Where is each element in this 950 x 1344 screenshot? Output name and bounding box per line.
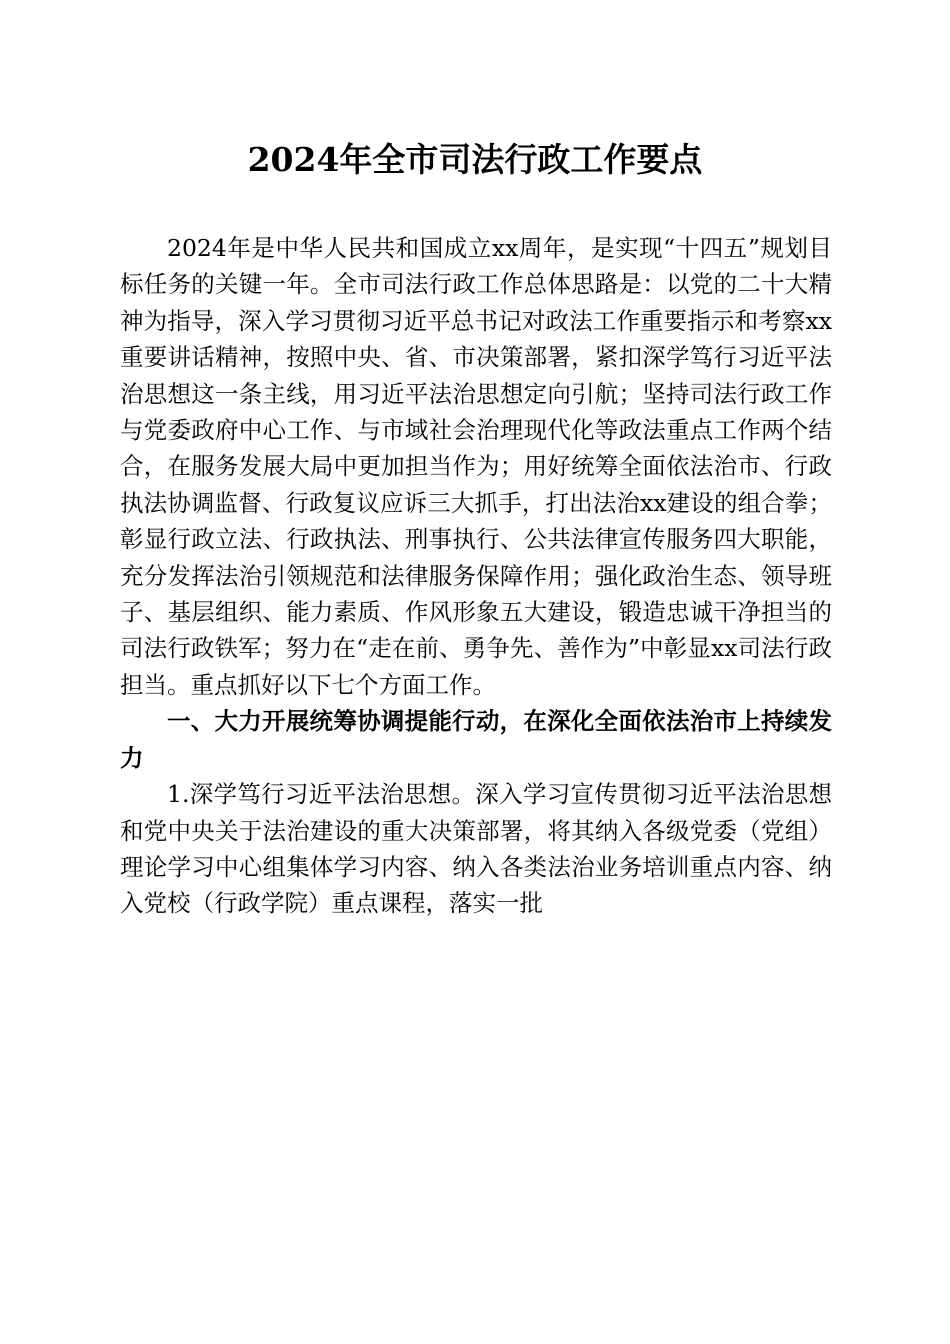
section-1-heading: 一、大力开展统筹协调提能行动，在深化全面依法治市上持续发力: [120, 707, 832, 772]
document-title: 2024年全市司法行政工作要点: [247, 140, 703, 179]
intro-paragraph: 2024年是中华人民共和国成立xx周年，是实现“十四五”规划目标任务的关键一年。全市司法行政工作总体思路是：以党的二十大精神为指导，深入学习贯彻习近平总书记对政法工作重要指示和考察xx重要讲话精神，按照中央、省、市决策部署，紧扣深学笃行习近平法治思想这一条主线，用习近平法治思想定向引航；坚持司法行政工作与党委政府中心工作、与市域社会治理现代化等政法重点工作两个结合，在服务发展大局中更加担当作为；用好统筹全面依法治市、行政执法协调监督、行政复议应诉三大抓手，打出法治xx建设的组合拳；彰显行政立法、行政执法、刑事执行、公共法律宣传服务四大职能，充分发挥法治引领规范和法律服务保障作用；强化政治生态、领导班子、基层组织、能力素质、作风形象五大建设，锻造忠诚干净担当的司法行政铁军；努力在“走在前、勇争先、善作为”中彰显xx司法行政担当。重点抓好以下七个方面工作。: [120, 234, 832, 699]
document-body: [120, 230, 832, 922]
item-1-paragraph: 1.深学笃行习近平法治思想。深入学习宣传贯彻习近平法治思想和党中央关于法治建设的重大决策部署，将其纳入各级党委（党组）理论学习中心组集体学习内容、纳入各类法治业务培训重点内容、纳入党校（行政学院）重点课程，落实一批: [120, 780, 832, 918]
